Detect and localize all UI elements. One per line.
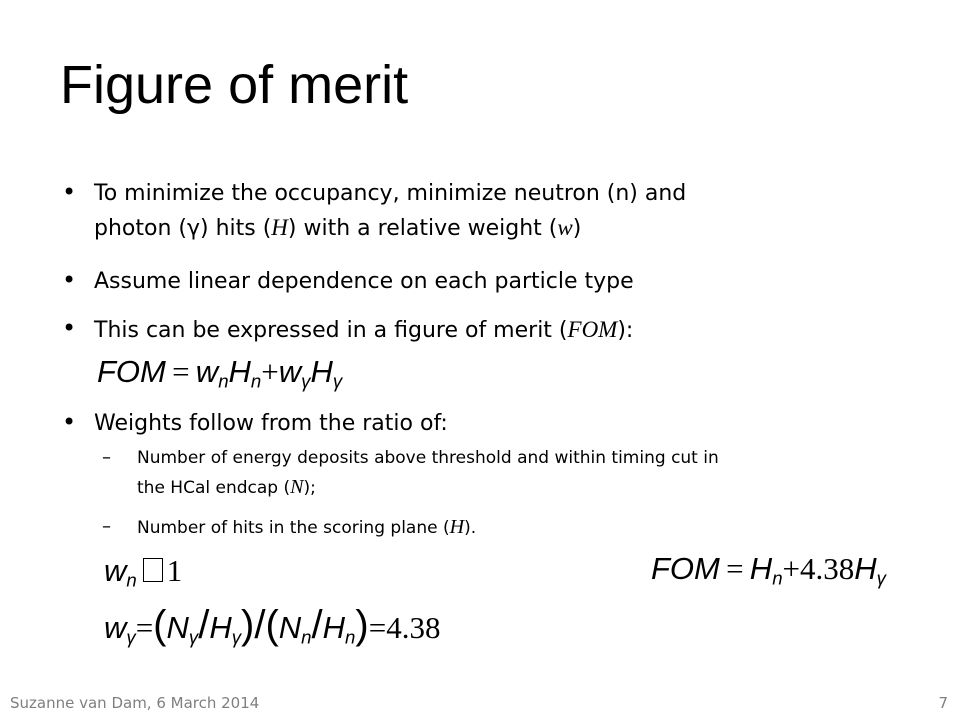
bullet-2-text: Assume linear dependence on each particle type	[94, 269, 634, 294]
sub-bullet-1-line-2	[137, 473, 897, 503]
fom-label: FOM	[651, 551, 720, 586]
slash: /	[311, 603, 323, 647]
equals-sign: =	[726, 551, 744, 586]
value-one: 1	[166, 553, 183, 588]
var-FOM: FOM	[567, 317, 618, 342]
var-H: H	[271, 215, 288, 240]
hits-H: H	[310, 354, 333, 389]
bullet-3-text-b: ):	[617, 318, 634, 343]
subscript-gamma: γ	[876, 567, 886, 589]
subscript-gamma: γ	[188, 626, 199, 648]
slash: /	[254, 603, 266, 647]
weight-w: w	[104, 553, 127, 588]
fom-label: FOM	[97, 354, 166, 389]
subscript-gamma: γ	[332, 370, 343, 392]
hits-H: H	[322, 610, 346, 645]
hits-H: H	[854, 551, 877, 586]
result-value: 4.38	[386, 610, 441, 645]
weight-w: w	[195, 354, 219, 389]
weight-w: w	[104, 610, 127, 645]
wgamma-equation	[104, 605, 440, 647]
sub-bullet-1-text-a: the HCal endcap (	[137, 478, 291, 498]
bullet-4-text: Weights follow from the ratio of:	[94, 411, 448, 436]
bullet-marker: •	[62, 314, 77, 342]
subscript-n: n	[250, 370, 262, 392]
subscript-n: n	[301, 626, 312, 648]
sub-bullet-1-line-1: Number of energy deposits above threshold and within timing cut in	[137, 448, 719, 468]
bullet-3-text	[94, 313, 894, 348]
plus-sign: +	[782, 551, 801, 586]
subscript-gamma: γ	[301, 370, 311, 392]
deposits-N: N	[278, 610, 302, 645]
dash-marker: –	[102, 516, 111, 537]
bullet-1-text	[94, 177, 894, 246]
bullet-1-text-b: ) with a relative weight (	[287, 216, 558, 241]
subscript-n: n	[126, 569, 137, 591]
deposits-N: N	[166, 610, 189, 645]
fom-equation	[97, 356, 342, 391]
dash-marker: –	[102, 447, 111, 468]
sub-bullet-2-text-b: ).	[464, 518, 477, 538]
bullet-1-line-2	[94, 211, 894, 246]
hits-H: H	[749, 551, 773, 586]
bullet-marker: •	[62, 178, 77, 206]
sub-bullet-1-text	[137, 444, 897, 503]
subscript-n: n	[345, 626, 356, 648]
bullet-1-line-1: To minimize the occupancy, minimize neutron (n) and	[94, 181, 687, 206]
subscript-n: n	[218, 370, 229, 392]
equals-sign: =	[368, 610, 387, 645]
footer-author: Suzanne van Dam, 6 March 2014	[10, 694, 260, 712]
coefficient: 4.38	[800, 551, 855, 586]
sub-bullet-2-text-a: Number of hits in the scoring plane (	[137, 518, 450, 538]
subscript-n: n	[772, 567, 783, 589]
subscript-gamma: γ	[126, 626, 136, 648]
wn-equation	[104, 555, 182, 590]
hits-H: H	[209, 610, 232, 645]
fom-result-equation	[651, 553, 886, 588]
subscript-gamma: γ	[231, 626, 241, 648]
sub-bullet-2-text	[137, 513, 897, 543]
equals-sign: =	[135, 610, 154, 645]
page-number: 7	[938, 694, 948, 712]
bullet-3-text-a: This can be expressed in a figure of merit (	[94, 318, 568, 343]
weight-w: w	[278, 354, 302, 389]
close-paren: )	[355, 603, 369, 647]
hits-H: H	[228, 354, 251, 389]
slash: /	[198, 603, 210, 647]
sub-bullet-1-text-b: );	[303, 478, 316, 498]
bullet-marker: •	[62, 408, 77, 436]
open-paren: (	[153, 603, 167, 647]
close-paren: )	[241, 603, 255, 647]
equals-sign: =	[172, 354, 190, 389]
bullet-marker: •	[62, 266, 77, 294]
var-N: N	[290, 476, 304, 498]
bullet-1-text-a: photon (γ) hits (	[94, 216, 272, 241]
missing-glyph-box	[143, 558, 163, 582]
plus-sign: +	[261, 354, 279, 389]
slide-title: Figure of merit	[60, 55, 409, 115]
open-paren: (	[265, 603, 279, 647]
var-H: H	[449, 516, 465, 538]
var-w: w	[557, 215, 573, 240]
bullet-1-text-c: )	[572, 216, 582, 241]
